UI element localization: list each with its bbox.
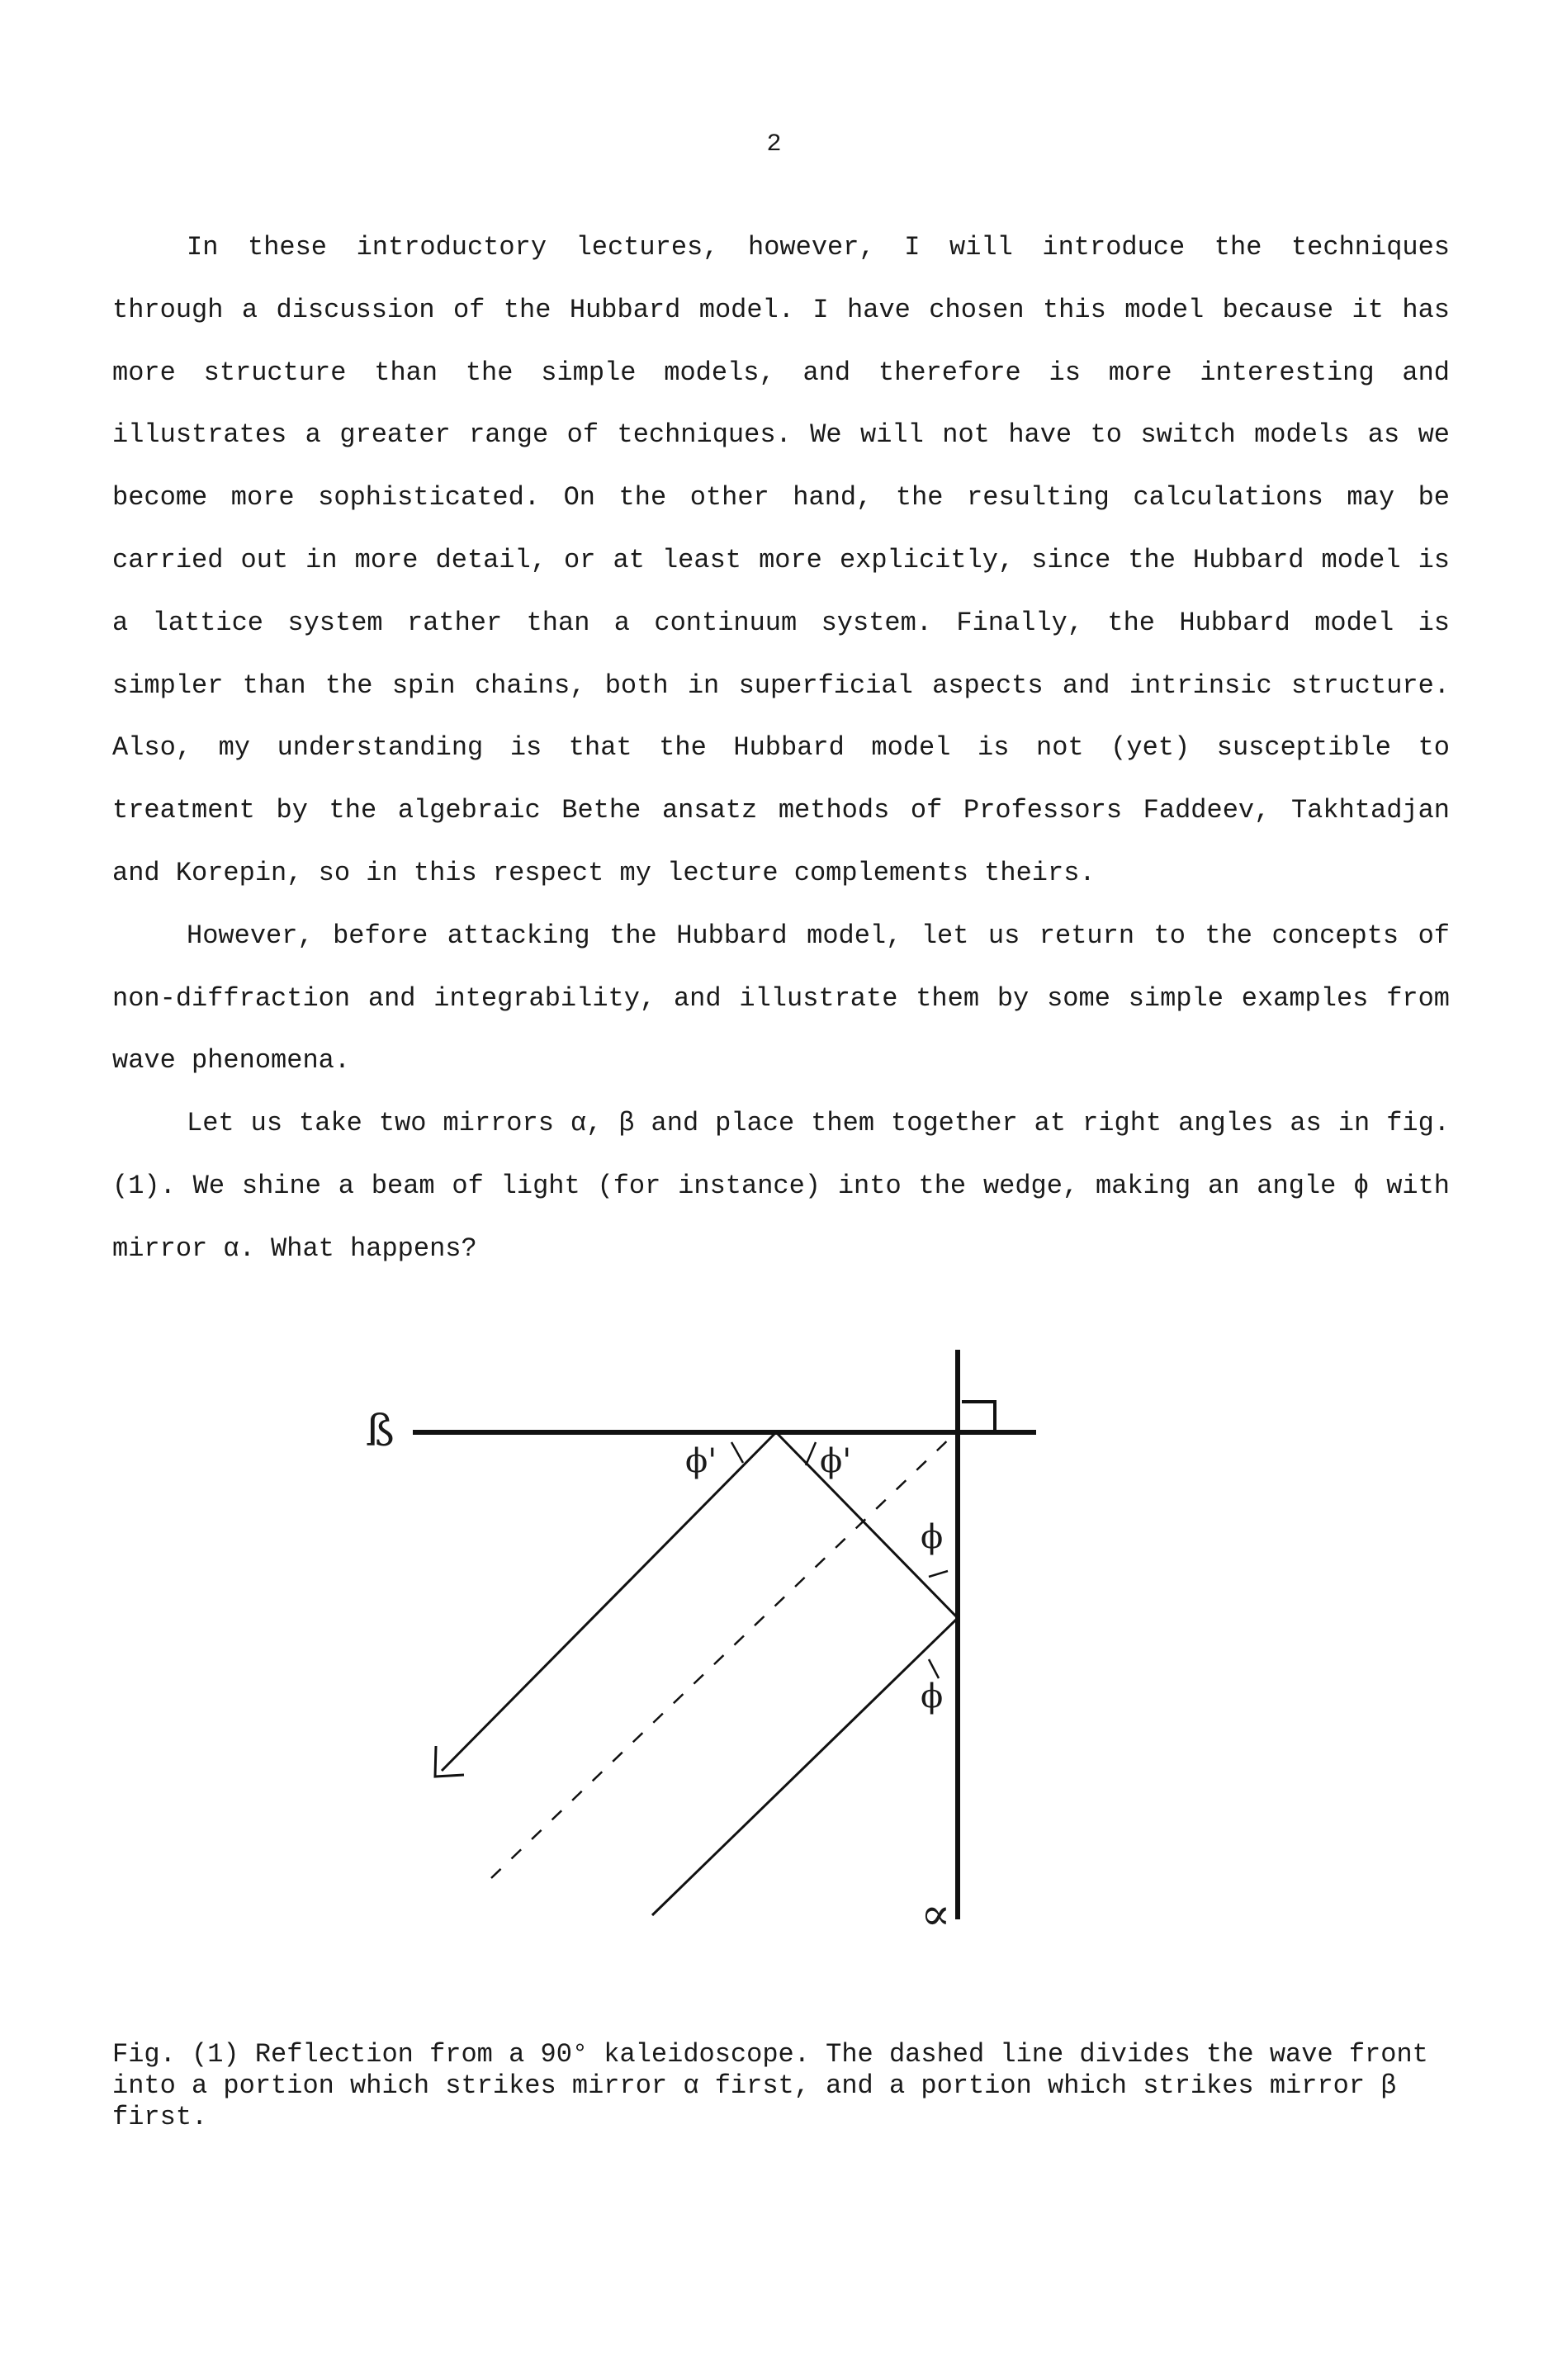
body-text bbox=[112, 216, 1450, 1280]
angle-tick-phi-lower bbox=[929, 1659, 939, 1678]
label-angle-phi-lower: ϕ bbox=[921, 1677, 944, 1715]
angle-tick-phi-prime-left bbox=[731, 1442, 743, 1463]
right-angle-marker bbox=[962, 1402, 995, 1431]
label-angle-phi-prime-right: ϕ' bbox=[820, 1442, 852, 1480]
incoming-ray bbox=[652, 1618, 958, 1915]
label-angle-phi-prime-left: ϕ' bbox=[685, 1442, 717, 1480]
figure-diagram bbox=[0, 1337, 1548, 1948]
paragraph-mirrors: Let us take two mirrors α, β and place them together at right angles as in fig. (1). We shine a beam of light (for instance) into the wedge, making an angle ϕ with mirror α. What happens? bbox=[112, 1108, 1450, 1264]
page-number: 2 bbox=[766, 130, 782, 159]
figure-kaleidoscope bbox=[0, 1337, 1548, 1948]
label-mirror-alpha: ∝ bbox=[921, 1888, 951, 1940]
angle-tick-phi-prime-right bbox=[806, 1442, 816, 1465]
label-angle-phi-upper: ϕ bbox=[921, 1518, 944, 1556]
dividing-dashed-line bbox=[491, 1432, 956, 1878]
angle-tick-phi-upper bbox=[929, 1571, 948, 1577]
figure-caption: Fig. (1) Reflection from a 90° kaleidoscope. The dashed line divides the wave front into a portion which strikes mirror α first, and a portion which strikes mirror β first. bbox=[112, 2039, 1428, 2132]
label-mirror-beta: ß bbox=[366, 1407, 395, 1456]
paragraph-hubbard-intro: In these introductory lectures, however, I will introduce the techniques through a discussion of the Hubbard model. I have chosen this model because it has more structure than the simple models, and therefore is more interesting and illustrates a greater range of techniques. We will not have to switch models as we become more sophisticated. On the other hand, the resulting calculations may be carried out in more detail, or at least more explicitly, since the Hubbard model is a lattice system rather than a continuum system. Finally, the Hubbard model is simpler than the spin chains, both in superficial aspects and intrinsic structure. Also, my understanding is that the Hubbard model is not (yet) susceptible to treatment by the algebraic Bethe ansatz methods of Professors Faddeev, Takhtadjan and Korepin, so in this respect my lecture complements theirs. bbox=[112, 232, 1450, 888]
reflected-ray bbox=[442, 1432, 776, 1771]
paragraph-wave-phenomena: However, before attacking the Hubbard model, let us return to the concepts of non-diffraction and integrability, and illustrate them by some simple examples from wave phenomena. bbox=[112, 920, 1450, 1076]
